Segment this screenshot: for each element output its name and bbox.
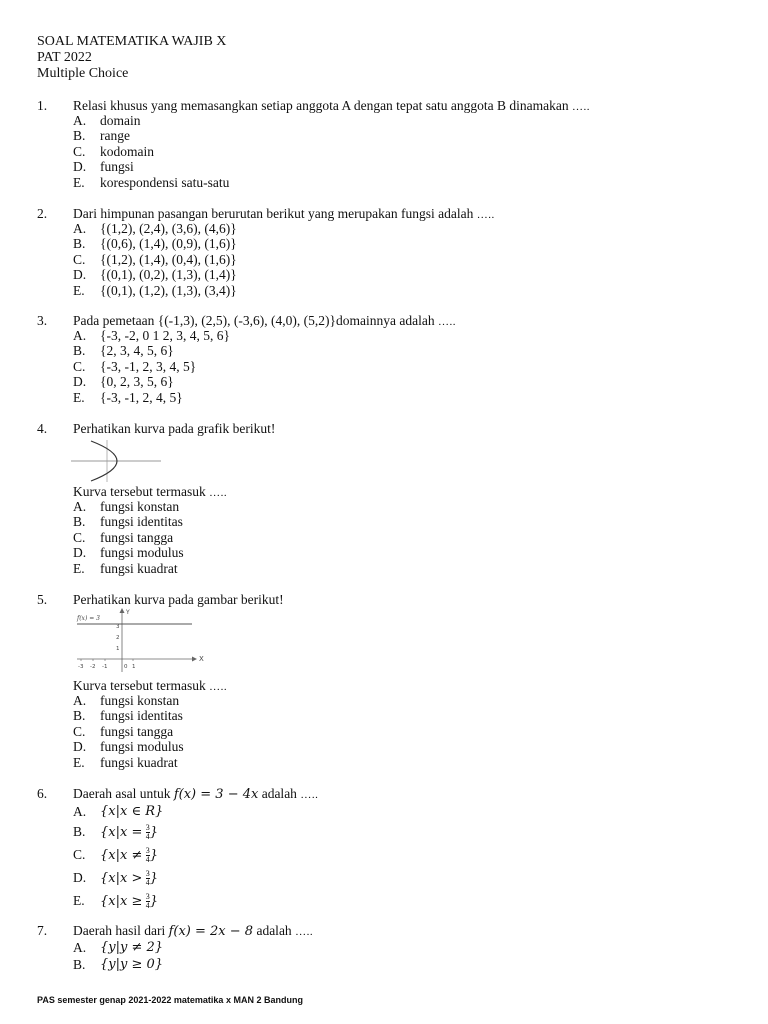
question-number: 1. — [37, 98, 48, 113]
section-label: Multiple Choice — [37, 66, 129, 81]
question-number: 3. — [37, 313, 48, 328]
question-stem: Daerah asal untuk f(x) = 3 − 4x adalah ….. — [73, 786, 319, 802]
question-stem: Pada pemetaan {(-1,3), (2,5), (-3,6), (4,0), (5,2)}domainnya adalah ….. — [73, 313, 456, 328]
question-number: 5. — [37, 592, 48, 607]
question-followup: Kurva tersebut termasuk ….. — [73, 678, 228, 693]
question-number: 2. — [37, 206, 48, 221]
x-tick-label: 1 — [132, 664, 136, 670]
fraction: $\frac{3}{4}$ — [145, 846, 150, 865]
document-subtitle: PAT 2022 — [37, 50, 92, 65]
function-formula: f(x) = 3 − 4x — [173, 787, 259, 802]
constant-function-figure — [75, 608, 205, 674]
x-axis-label: X — [199, 655, 204, 663]
question-number: 4. — [37, 421, 48, 436]
y-axis-label: Y — [126, 609, 130, 616]
x-tick-label: -2 — [90, 664, 96, 670]
question-stem: Perhatikan kurva pada grafik berikut! — [73, 421, 276, 436]
y-tick-label: 2 — [116, 635, 120, 641]
question-stem: Dari himpunan pasangan berurutan berikut yang merupakan fungsi adalah ….. — [73, 206, 495, 221]
page-footer: PAS semester genap 2021-2022 matematika x MAN 2 Bandung — [37, 995, 303, 1005]
x-tick-label: -3 — [78, 664, 84, 670]
question-stem: Daerah hasil dari f(x) = 2x − 8 adalah ….. — [73, 923, 314, 939]
y-tick-label: 1 — [116, 646, 120, 652]
fraction: $\frac{3}{4}$ — [145, 823, 150, 842]
fraction: $\frac{3}{4}$ — [145, 869, 150, 888]
document-page: SOAL MATEMATIKA WAJIB X PAT 2022 Multiple Choice 1. Relasi khusus yang memasangkan setiap anggota A dengan tepat satu anggota B dinamakan ….. A. domain B. range C. kodomain D. fungsi E. korespondensi satu-satu 2. Dari himpunan pasangan berurutan berikut yang merupakan fungsi adalah ….. A. {(1,2), (2,4), (3,6), (4,6)} B. {(0,6), (1,4), (0,9), (1,6)} C. {(1,2), (1,4), (0,4), (1,6)} D. {(0,1), (0,2), (1,3), (1,4)} E. {(0,1), (1,2), (1,3), (3,4)} 3. Pada pemetaan {(-1,3), (2,5), (-3,6), (4,0), (5,2)}domainnya adalah ….. A. {-3, -2, 0 1 2, 3, 4, 5, 6} B. {2, 3, 4, 5, 6} C. {-3, -1, 2, 3, 4, 5} D. {0, 2, 3, 5, 6} E. {-3, -1, 2, 4, 5} 4. Perhatikan kurva pada grafik berikut! Kurva tersebut termasuk ….. A. fungsi konstan B. fungsi identitas C. fungsi tangga D. fungsi modulus E. fungsi kuadrat 5. Perhatikan kurva pada gambar berikut! f(x) = 3 Y X 3 2 1 -3 -2 -1 0 1 Kurva tersebut termasuk ….. A. fungsi konstan B. fungsi identitas C. fungsi tangga D. fungsi modulus E. fungsi kuadrat 6. Daerah asal untuk f(x) = 3 − 4x adalah ….. A. {x|x ∈ R} B. {x|x = $\frac{3}{4}$ } C. {x|x ≠ $\frac{3}{4}$ } D. {x|x > $\frac{3}{4}$ } E. {x|x ≥ $\frac{3}{4}$ } 7. Daerah hasil dari f(x) = 2x − 8 adalah ….. A. {y|y ≠ 2} B. {y|y ≥ 0} PAS semester genap 2021-2022 matematika x MAN 2 Bandung — [37, 34, 591, 1005]
fx-label: f(x) = 3 — [77, 615, 100, 622]
function-formula: f(x) = 2x − 8 — [168, 924, 254, 939]
question-number: 6. — [37, 786, 48, 801]
question-number: 7. — [37, 923, 48, 938]
document-header — [37, 34, 226, 82]
question-stem: Perhatikan kurva pada gambar berikut! — [73, 592, 284, 607]
question-stem: Relasi khusus yang memasangkan setiap anggota A dengan tepat satu anggota B dinamakan ….. — [73, 98, 591, 113]
question-followup: Kurva tersebut termasuk ….. — [73, 484, 228, 499]
x-tick-label: -1 — [102, 664, 108, 670]
document-title: SOAL MATEMATIKA WAJIB X — [37, 34, 227, 49]
fraction: $\frac{3}{4}$ — [145, 892, 150, 911]
parabola-figure — [71, 439, 163, 483]
y-tick-label: 3 — [116, 624, 120, 630]
x-tick-label: 0 — [124, 664, 128, 670]
